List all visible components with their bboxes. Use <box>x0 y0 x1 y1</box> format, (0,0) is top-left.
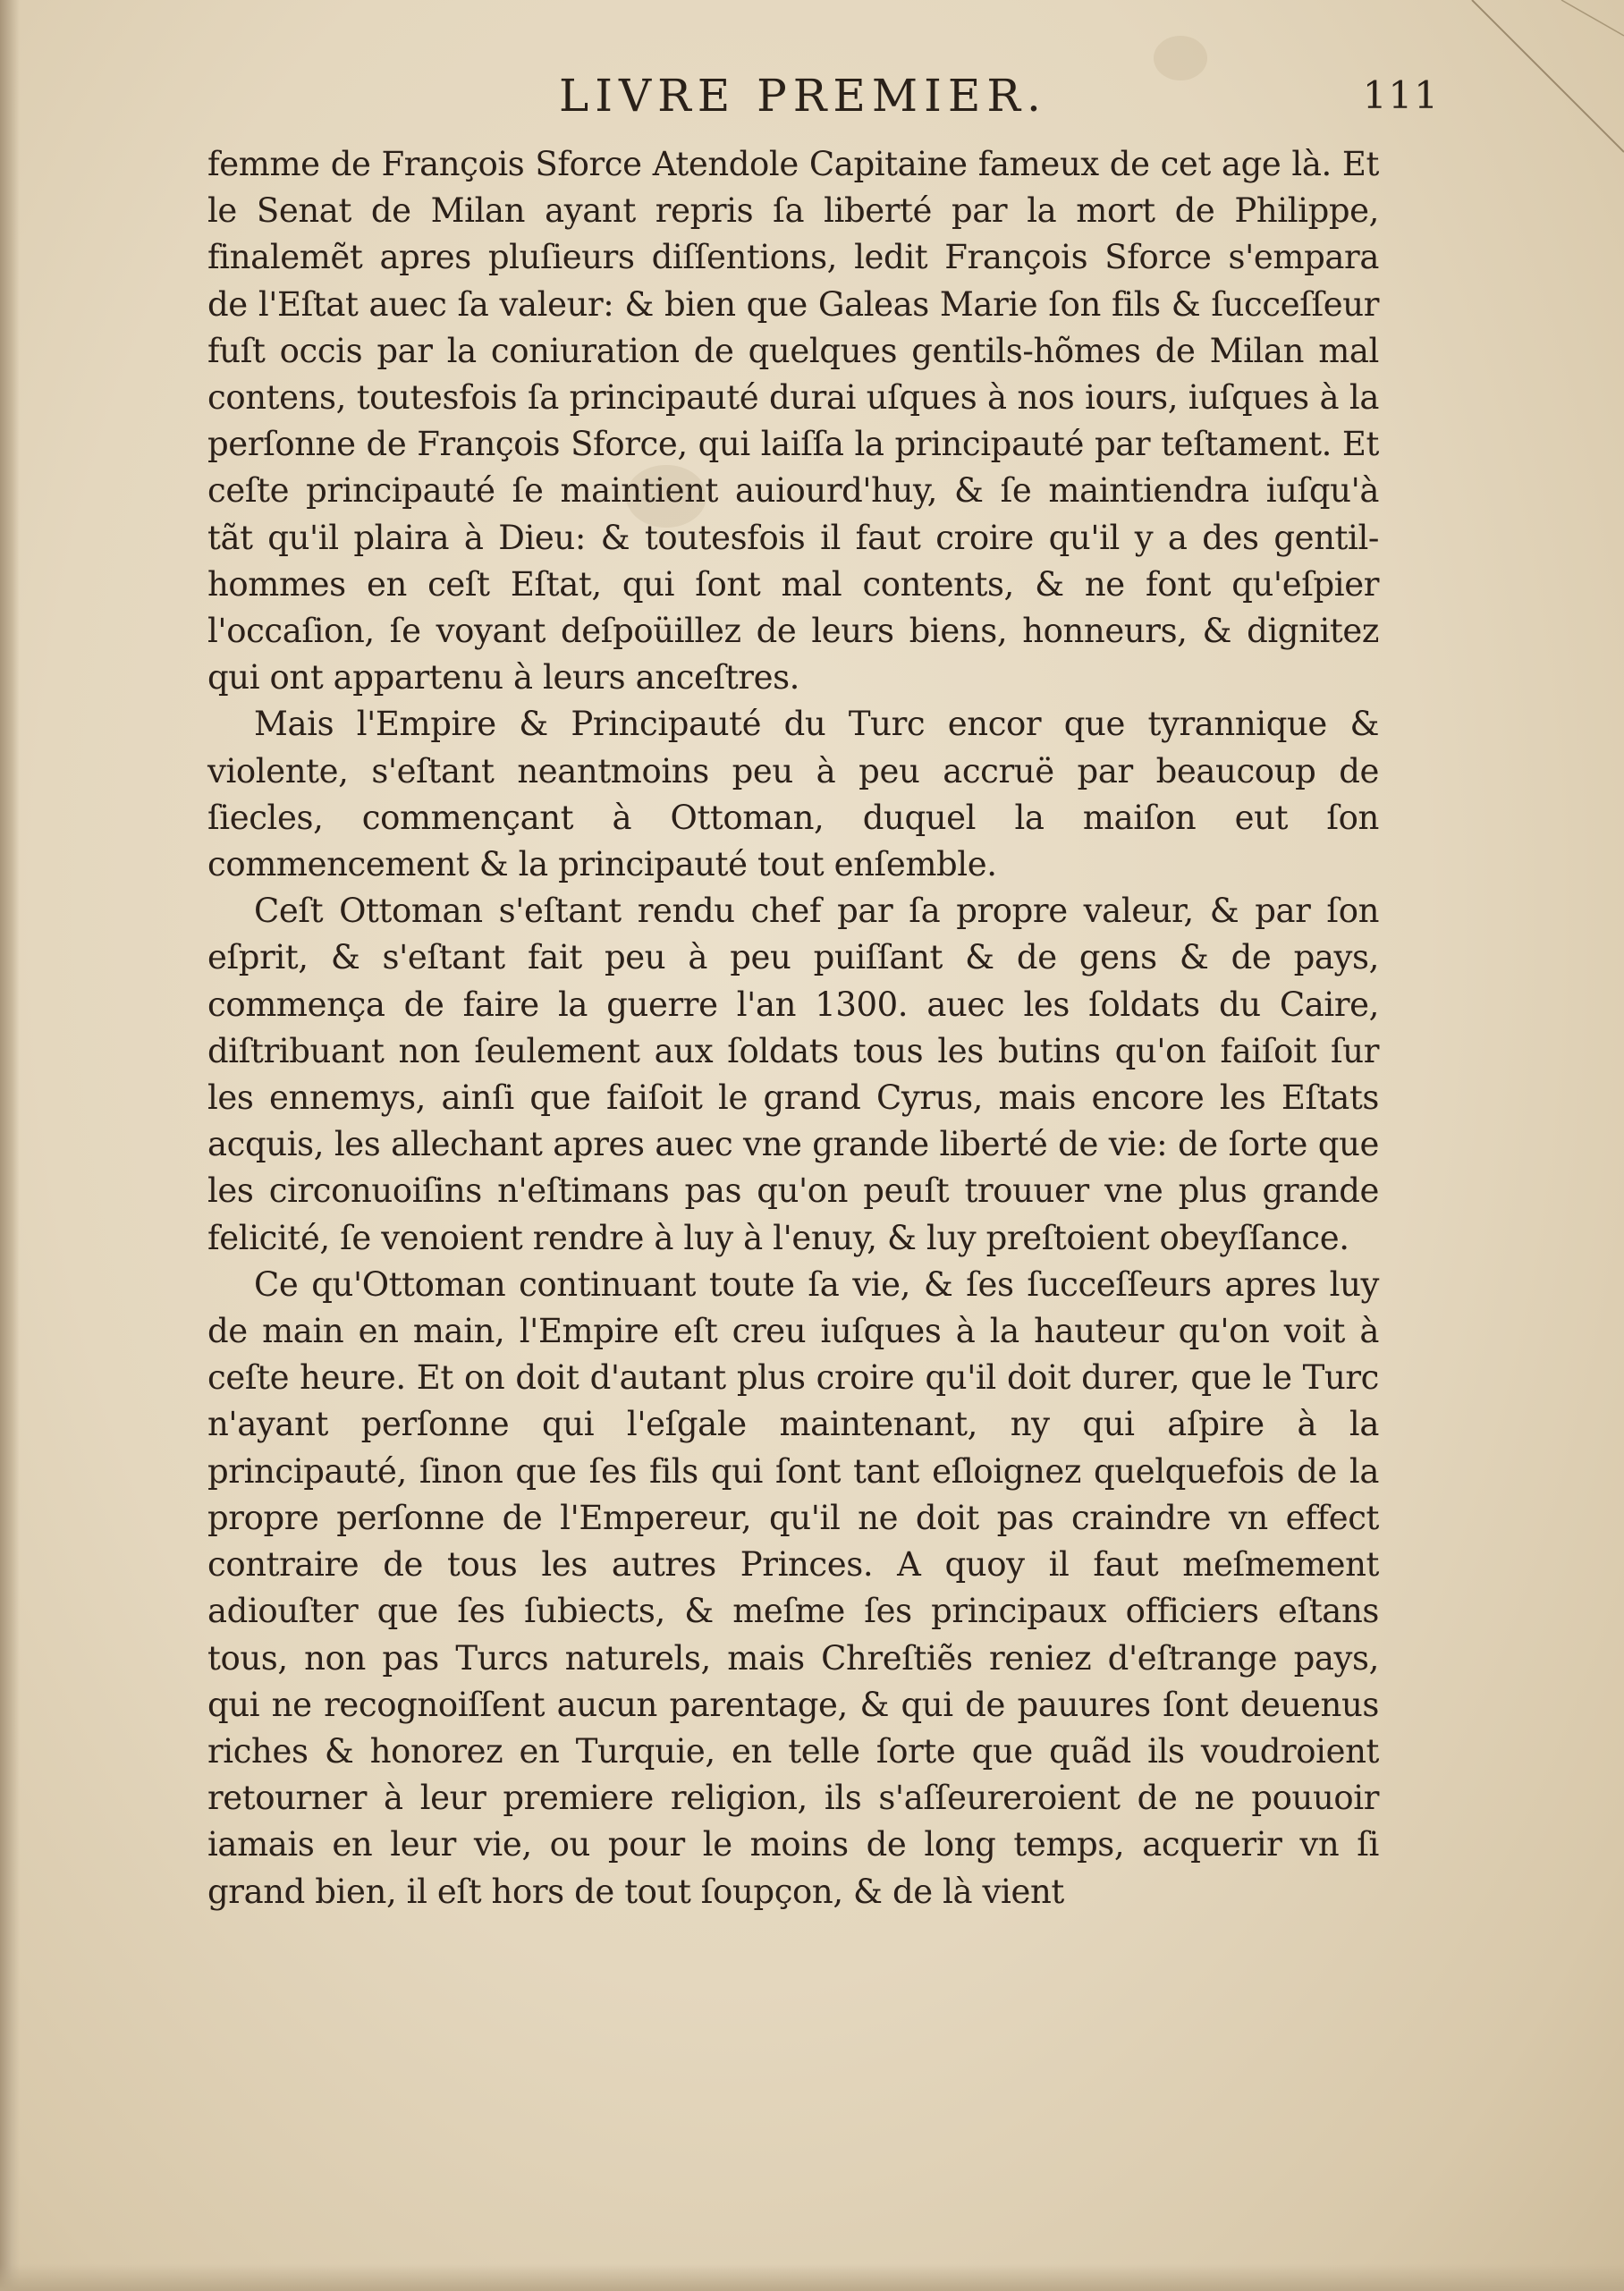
page-corner-crease <box>1454 0 1624 206</box>
running-title: LIVRE PREMIER. <box>559 70 1047 122</box>
page-header <box>206 70 1440 132</box>
paragraph: Mais l'Empire & Principauté du Turc encor que tyrannique & violente, s'eſtant neantmoins peu à peu accruë par beaucoup de ſiecles, commençant à Ottoman, duquel la maiſon eut ſon commencement & la principauté tout enſemble. <box>207 705 1379 884</box>
page-bottom-edge <box>0 2264 1624 2291</box>
binding-shadow <box>0 0 20 2291</box>
paragraph: Ceſt Ottoman s'eſtant rendu chef par ſa propre valeur, & par ſon eſprit, & s'eſtant fait peu à peu puiſſant & de gens & de pays, commença de faire la guerre l'an 1300. auec les ſoldats du Caire, diſtribuant non ſeulement aux ſoldats tous les butins qu'on faiſoit ſur les ennemys, ainſi que faiſoit le grand Cyrus, mais encore les Eſtats acquis, les allechant apres auec vne grande liberté de vie: de ſorte que les circonuoiſins n'eſtimans pas qu'on peuſt trouuer vne plus grande felicité, ſe venoient rendre à luy à l'enuy, & luy preſtoient obeyſſance. <box>207 892 1379 1257</box>
body-text <box>207 141 1379 1915</box>
page-number: 111 <box>1362 73 1440 117</box>
paragraph: femme de François Sforce Atendole Capitaine fameux de cet age là. Et le Senat de Milan ayant repris ſa liberté par la mort de Philippe, finalemẽt apres pluſieurs diſſentions, ledit François Sforce s'empara de l'Eſtat auec ſa valeur: & bien que Galeas Marie ſon fils & ſucceſſeur fuſt occis par la coniuration de quelques gentils-hõmes de Milan mal contens, toutesfois ſa principauté durai uſques à nos iours, iuſques à la perſonne de François Sforce, qui laiſſa la principauté par teſtament. Et ceſte principauté ſe maintient auiourd'huy, & ſe maintiendra iuſqu'à tãt qu'il plaira à Dieu: & toutesfois il faut croire qu'il y a des gentil-hommes en ceſt Eſtat, qui ſont mal contents, & ne font qu'eſpier l'occaſion, ſe voyant deſpoüillez de leurs biens, honneurs, & dignitez qui ont appartenu à leurs anceſtres. <box>207 145 1379 697</box>
paragraph: Ce qu'Ottoman continuant toute ſa vie, & ſes ſucceſſeurs apres luy de main en main, l'Empire eſt creu iuſques à la hauteur qu'on voit à ceſte heure. Et on doit d'autant plus croire qu'il doit durer, que le Turc n'ayant perſonne qui l'eſgale maintenant, ny qui aſpire à la principauté, ſinon que ſes fils qui ſont tant eſloignez quelquefois de la propre perſonne de l'Empereur, qu'il ne doit pas craindre vn effect contraire de tous les autres Princes. A quoy il faut meſmement adiouſter que ſes ſubiects, & meſme ſes principaux officiers eſtans tous, non pas Turcs naturels, mais Chreſtiẽs reniez d'eſtrange pays, qui ne recognoiſſent aucun parentage, & qui de pauures ſont deuenus riches & honorez en Turquie, en telle ſorte que quãd ils voudroient retourner à leur premiere religion, ils s'aſſeureroient de ne pouuoir iamais en leur vie, ou pour le moins de long temps, acquerir vn ſi grand bien, il eſt hors de tout ſoupçon, & de là vient <box>207 1264 1379 1911</box>
